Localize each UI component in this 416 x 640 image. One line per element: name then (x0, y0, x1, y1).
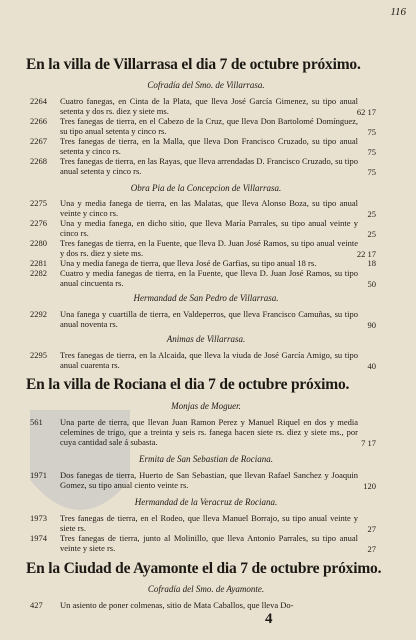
entry-number: 1971 (30, 470, 47, 480)
group-title: Ermita de San Sebastian de Rociana. (139, 454, 273, 464)
entry-number: 427 (30, 600, 43, 610)
entry-amount: 120 (363, 481, 376, 491)
entry-amount: 27 (367, 524, 376, 534)
section-heading: En la Ciudad de Ayamonte el dia 7 de octubre próximo. (26, 560, 382, 577)
group-title: Cofradía del Smo. de Ayamonte. (147, 584, 265, 594)
footer-page-number: 4 (265, 611, 273, 627)
entry-text: Una y media fanega de tierra, en las Malatas, que lleva Alonso Boza, su tipo anual veinte y cinco rs. (60, 198, 358, 218)
entry-number: 2276 (30, 218, 47, 228)
entry-amount: 18 (367, 258, 376, 268)
entry-text: Una fanega y cuartilla de tierra, en Valdeperros, que lleva Francisco Camuñas, su tipo anual noventa rs. (60, 309, 358, 329)
entry-amount: 62 17 (356, 107, 376, 117)
entry-number: 1974 (30, 533, 47, 543)
entry-text: Tres fanegas de tierra, en la Alcaida, que lleva la viuda de José García Amigo, su tipo anual cuarenta rs. (60, 350, 358, 370)
entry-amount: 7 17 (361, 438, 376, 448)
entry-number: 2267 (30, 136, 47, 146)
entry-amount: 75 (367, 147, 376, 157)
entry-number: 2264 (30, 96, 47, 106)
entry-number: 2292 (30, 309, 47, 319)
entry-amount: 50 (367, 279, 376, 289)
group-title: Hermandad de San Pedro de Villarrasa. (133, 293, 279, 303)
entry-number: 2266 (30, 116, 47, 126)
entry-amount: 27 (367, 544, 376, 554)
entry-number: 2268 (30, 156, 47, 166)
entry-amount: 75 (367, 167, 376, 177)
section-heading: En la villa de Rociana el dia 7 de octubre próximo. (26, 376, 350, 393)
section-heading: En la villa de Villarrasa el dia 7 de octubre próximo. (26, 56, 361, 73)
entry-text: Cuatro fanegas, en Cinta de la Plata, que lleva José García Gimenez, su tipo anual setenta y dos rs. diez y siete ms. (60, 96, 358, 116)
entry-text: Una y media fanega, en dicho sitio, que lleva María Parrales, su tipo anual veinte y cinco rs. (60, 218, 358, 238)
group-title: Monjas de Moguer. (171, 401, 241, 411)
entry-text: Un asiento de poner colmenas, sitio de Mata Caballos, que lleva Do- (60, 600, 294, 610)
entry-number: 2281 (30, 258, 47, 268)
entry-text: Tres fanegas de tierra, en la Fuente, que lleva D. Juan José Ramos, su tipo anual veinte y dos rs. diez y siete ms. (60, 238, 358, 258)
entry-number: 1973 (30, 513, 47, 523)
entry-number: 2295 (30, 350, 47, 360)
entry-amount: 25 (367, 229, 376, 239)
entry-text: Tres fanegas de tierra, en el Rodeo, que lleva Manuel Borrajo, su tipo anual veinte y siete rs. (60, 513, 358, 533)
entry-text: Tres fanegas de tierra, en la Malla, que lleva Don Francisco Cruzado, su tipo anual setenta y cinco rs. (60, 136, 358, 156)
entry-amount: 22 17 (356, 249, 376, 259)
entry-text: Cuatro y media fanegas de tierra, en la Fuente, que lleva D. Juan José Ramos, su tipo anual cincuenta rs. (60, 268, 358, 288)
group-title: Cofradía del Smo. de Villarrasa. (147, 80, 265, 90)
entry-amount: 75 (367, 127, 376, 137)
group-title: Animas de Villarrasa. (166, 334, 246, 344)
group-title: Hermandad de la Veracruz de Rociana. (134, 497, 278, 507)
entry-text: Una y media fanega de tierra, que lleva José de Garfias, su tipo anual 18 rs. (60, 258, 317, 268)
entry-text: Tres fanegas de tierra, en el Cabezo de la Cruz, que lleva Don Bartolomé Domínguez, su tipo anual setenta y cinco rs. (60, 116, 358, 136)
entry-amount: 25 (367, 209, 376, 219)
entry-amount: 90 (367, 320, 376, 330)
page-number: 116 (390, 6, 406, 18)
entry-number: 2275 (30, 198, 47, 208)
entry-amount: 40 (367, 361, 376, 371)
entry-number: 2282 (30, 268, 47, 278)
entry-number: 2280 (30, 238, 47, 248)
entry-number: 561 (30, 417, 43, 427)
entry-text: Tres fanegas de tierra, en las Rayas, que lleva arrendadas D. Francisco Cruzado, su tipo anual setenta y cinco rs. (60, 156, 358, 176)
entry-text: Tres fanegas de tierra, junto al Molinillo, que lleva Antonio Parrales, su tipo anual veinte y siete rs. (60, 533, 358, 553)
entry-text: Dos fanegas de tierra, Huerto de San Sebastian, que llevan Rafael Sanchez y Joaquin Gomez, su tipo anual ciento veinte rs. (60, 470, 358, 490)
group-title: Obra Pia de la Concepcion de Villarrasa. (130, 183, 282, 193)
entry-text: Una parte de tierra, que llevan Juan Ramon Perez y Manuel Riquel en dos y media celemines de trigo, que a treinta y seis rs. fanega hacen siete rs. diez y siete ms., por cuya cantidad sale á subasta. (60, 417, 358, 447)
